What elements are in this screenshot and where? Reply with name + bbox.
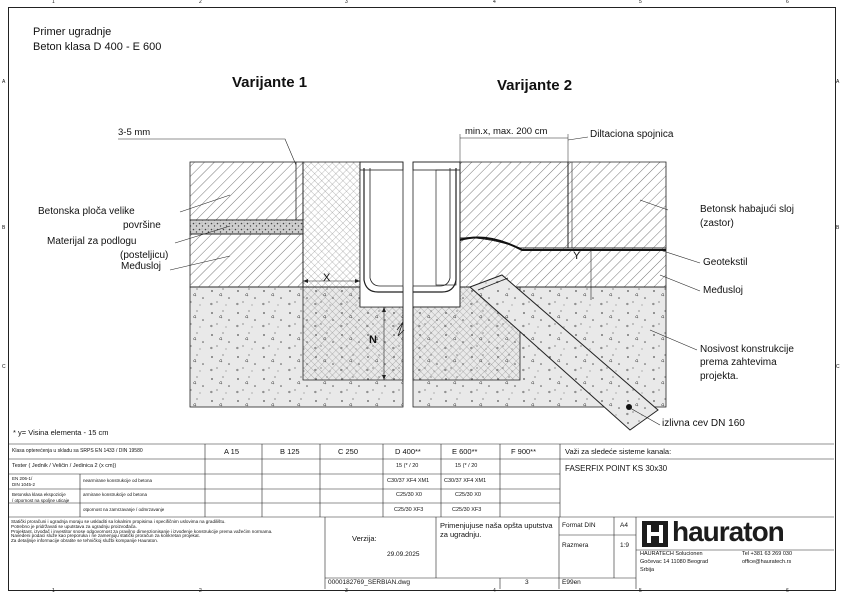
sub-row-2: armirane konstrukcije od betona: [83, 492, 148, 497]
footnote: * y= Visina elementa - 15 cm: [13, 428, 109, 437]
class-c250: C 250: [338, 447, 359, 456]
note-1: Statički proračuni i ugradnja moraju se uskladiti sa lokalnim propisima i specifičnim uslovima na gradilištu.: [11, 519, 226, 524]
file-name: 0000182769_SERBIAN.dwg: [328, 579, 411, 586]
variant-2-title: Varijante 2: [497, 77, 573, 94]
label-slab-1: Betonska ploča velike: [38, 206, 135, 217]
label-bearing-3: projekta.: [700, 371, 739, 382]
grid-col-2: 2: [199, 0, 202, 5]
d-row-3: C25/30 XF3: [394, 507, 424, 513]
note-4: Navedeni podaci služe kao preporuka i ne zamenjuju statički proračun za konkretan projekat.: [11, 533, 200, 539]
company-name: HAURATECH Solucionen: [640, 551, 703, 557]
notes-block: [11, 520, 321, 544]
header-line-1: Primer ugradnje: [33, 26, 112, 38]
grid-col-5: 5: [639, 0, 642, 5]
label-interlayer-right: Međusloj: [703, 285, 744, 296]
class-e600: E 600**: [452, 447, 478, 456]
e-row-2: C25/30 X0: [455, 492, 481, 498]
note-2: Potrebno je pridržavati se uputstava za ugradnju proizvođača.: [11, 523, 137, 529]
scale-label: Razmera: [562, 542, 589, 549]
company-email: office@hauratech.rs: [742, 559, 792, 565]
valid-for: Važi za sledeće sisteme kanala:: [565, 447, 672, 456]
note-5: Za detaljnije informacije obratite se tehničkoj službi kompanije Hauraton.: [11, 538, 159, 544]
label-dilatation: Diltaciona spojnica: [590, 129, 674, 140]
label-geotextile: Geotekstil: [703, 257, 748, 268]
bedding-left: [190, 220, 303, 234]
format-label: Format DIN: [562, 522, 596, 529]
grid-row-b-right: B: [836, 225, 840, 231]
drawing-code: E99en: [562, 579, 581, 586]
row2-e: 15 (* / 20: [455, 463, 478, 469]
label-gap: 3-5 mm: [118, 127, 151, 138]
class-d400: D 400**: [395, 447, 421, 456]
grid-col-6: 6: [786, 0, 789, 5]
class-f900: F 900**: [511, 447, 537, 456]
norm-group-a: EN 206-1/: [12, 476, 33, 481]
grid-col-2-bottom: 2: [199, 588, 202, 594]
instructions-note: Primenjujuse naša opšta uputstva za ugradnju.: [440, 521, 553, 539]
company-address: Gočevac 14 11080 Beograd: [640, 559, 709, 565]
load-class-label: Klasa opterećenja u skladu sa SRPS EN 1433 / DIN 19580: [12, 448, 143, 454]
company-phone: Tel +381 63 269 030: [742, 551, 793, 557]
row2-label: Tester ( Jednik / Veličin / Jedinica 2 (x cm)): [12, 463, 117, 469]
version-label: Verzija:: [352, 534, 377, 543]
channel-system: FASERFIX POINT KS 30x30: [565, 464, 668, 473]
grid-row-a-right: A: [836, 79, 840, 85]
d-row-2: C25/30 X0: [396, 492, 422, 498]
sheet-number: 3: [525, 579, 529, 586]
variant-1-title: Varijante 1: [232, 74, 308, 91]
label-bedding-1: Materijal za podlogu: [47, 236, 137, 247]
e-row-3: C25/30 XF3: [452, 507, 482, 513]
grid-col-3-bottom: 3: [345, 588, 348, 594]
label-wear-1: Betonsk habajući sloj: [700, 204, 794, 215]
norm-group-b: DIN 1045-2: [12, 482, 36, 487]
label-interlayer-left: Međusloj: [121, 261, 162, 272]
label-bedding-2: (posteljicu): [120, 250, 169, 261]
interlayer-left: [190, 234, 303, 287]
e-row-1: C30/37 XF4 XM1: [444, 478, 487, 484]
label-bearing-1: Nosivost konstrukcije: [700, 344, 794, 355]
dimension-n: N: [369, 334, 377, 346]
grid-col-1: 1: [52, 0, 55, 5]
hauraton-logo-icon: [642, 521, 668, 547]
format-value: A4: [620, 522, 628, 529]
label-slab-2: površine: [123, 220, 161, 231]
grid-row-a: A: [2, 79, 6, 85]
dimension-x: X: [323, 272, 331, 284]
brand-name: hauraton: [672, 516, 784, 547]
row2-d: 15 (* / 20: [396, 463, 419, 469]
wear-layer-right: [460, 162, 666, 248]
version-date: 29.09.2025: [387, 551, 420, 558]
grid-col-4-bottom: 4: [493, 588, 496, 594]
grid-col-6-bottom: 6: [786, 588, 789, 594]
grid-row-b: B: [2, 225, 6, 231]
grid-col-3: 3: [345, 0, 348, 5]
scale-value: 1:9: [620, 542, 630, 549]
grid-row-c-right: C: [836, 364, 840, 370]
company-country: Srbija: [640, 567, 655, 573]
label-min-max: min.x, max. 200 cm: [465, 126, 548, 137]
grid-col-5-bottom: 5: [639, 588, 642, 594]
exposure-group-b: / otpornost na spoljne uticaje: [12, 498, 70, 503]
header-line-2: Beton klasa D 400 - E 600: [33, 41, 162, 53]
label-outlet: izlivna cev DN 160: [662, 418, 745, 429]
sub-row-3: otpornost na zamrzavanje / odmrzavanje: [83, 507, 165, 512]
grid-row-c: C: [2, 364, 6, 370]
slab-left: [190, 162, 303, 220]
grid-col-1-bottom: 1: [52, 588, 55, 594]
note-3: Projektant, izvođač i investitor snose odgovornost za pravilno dimenzionisanje i izvođenje konstrukcije prema važećim normama.: [11, 528, 273, 534]
dimension-y: Y: [573, 250, 581, 262]
label-wear-2: (zastor): [700, 218, 734, 229]
d-row-1: C30/37 XF4 XM1: [387, 478, 430, 484]
exposure-group-a: Betonska klasa ekspozicije: [12, 492, 66, 497]
class-b125: B 125: [280, 447, 300, 456]
sub-row-1: nearmirane konstrukcije od betona: [83, 478, 153, 483]
label-bearing-2: prema zahtevima: [700, 357, 777, 368]
class-a15: A 15: [224, 447, 240, 456]
grid-col-4: 4: [493, 0, 496, 5]
